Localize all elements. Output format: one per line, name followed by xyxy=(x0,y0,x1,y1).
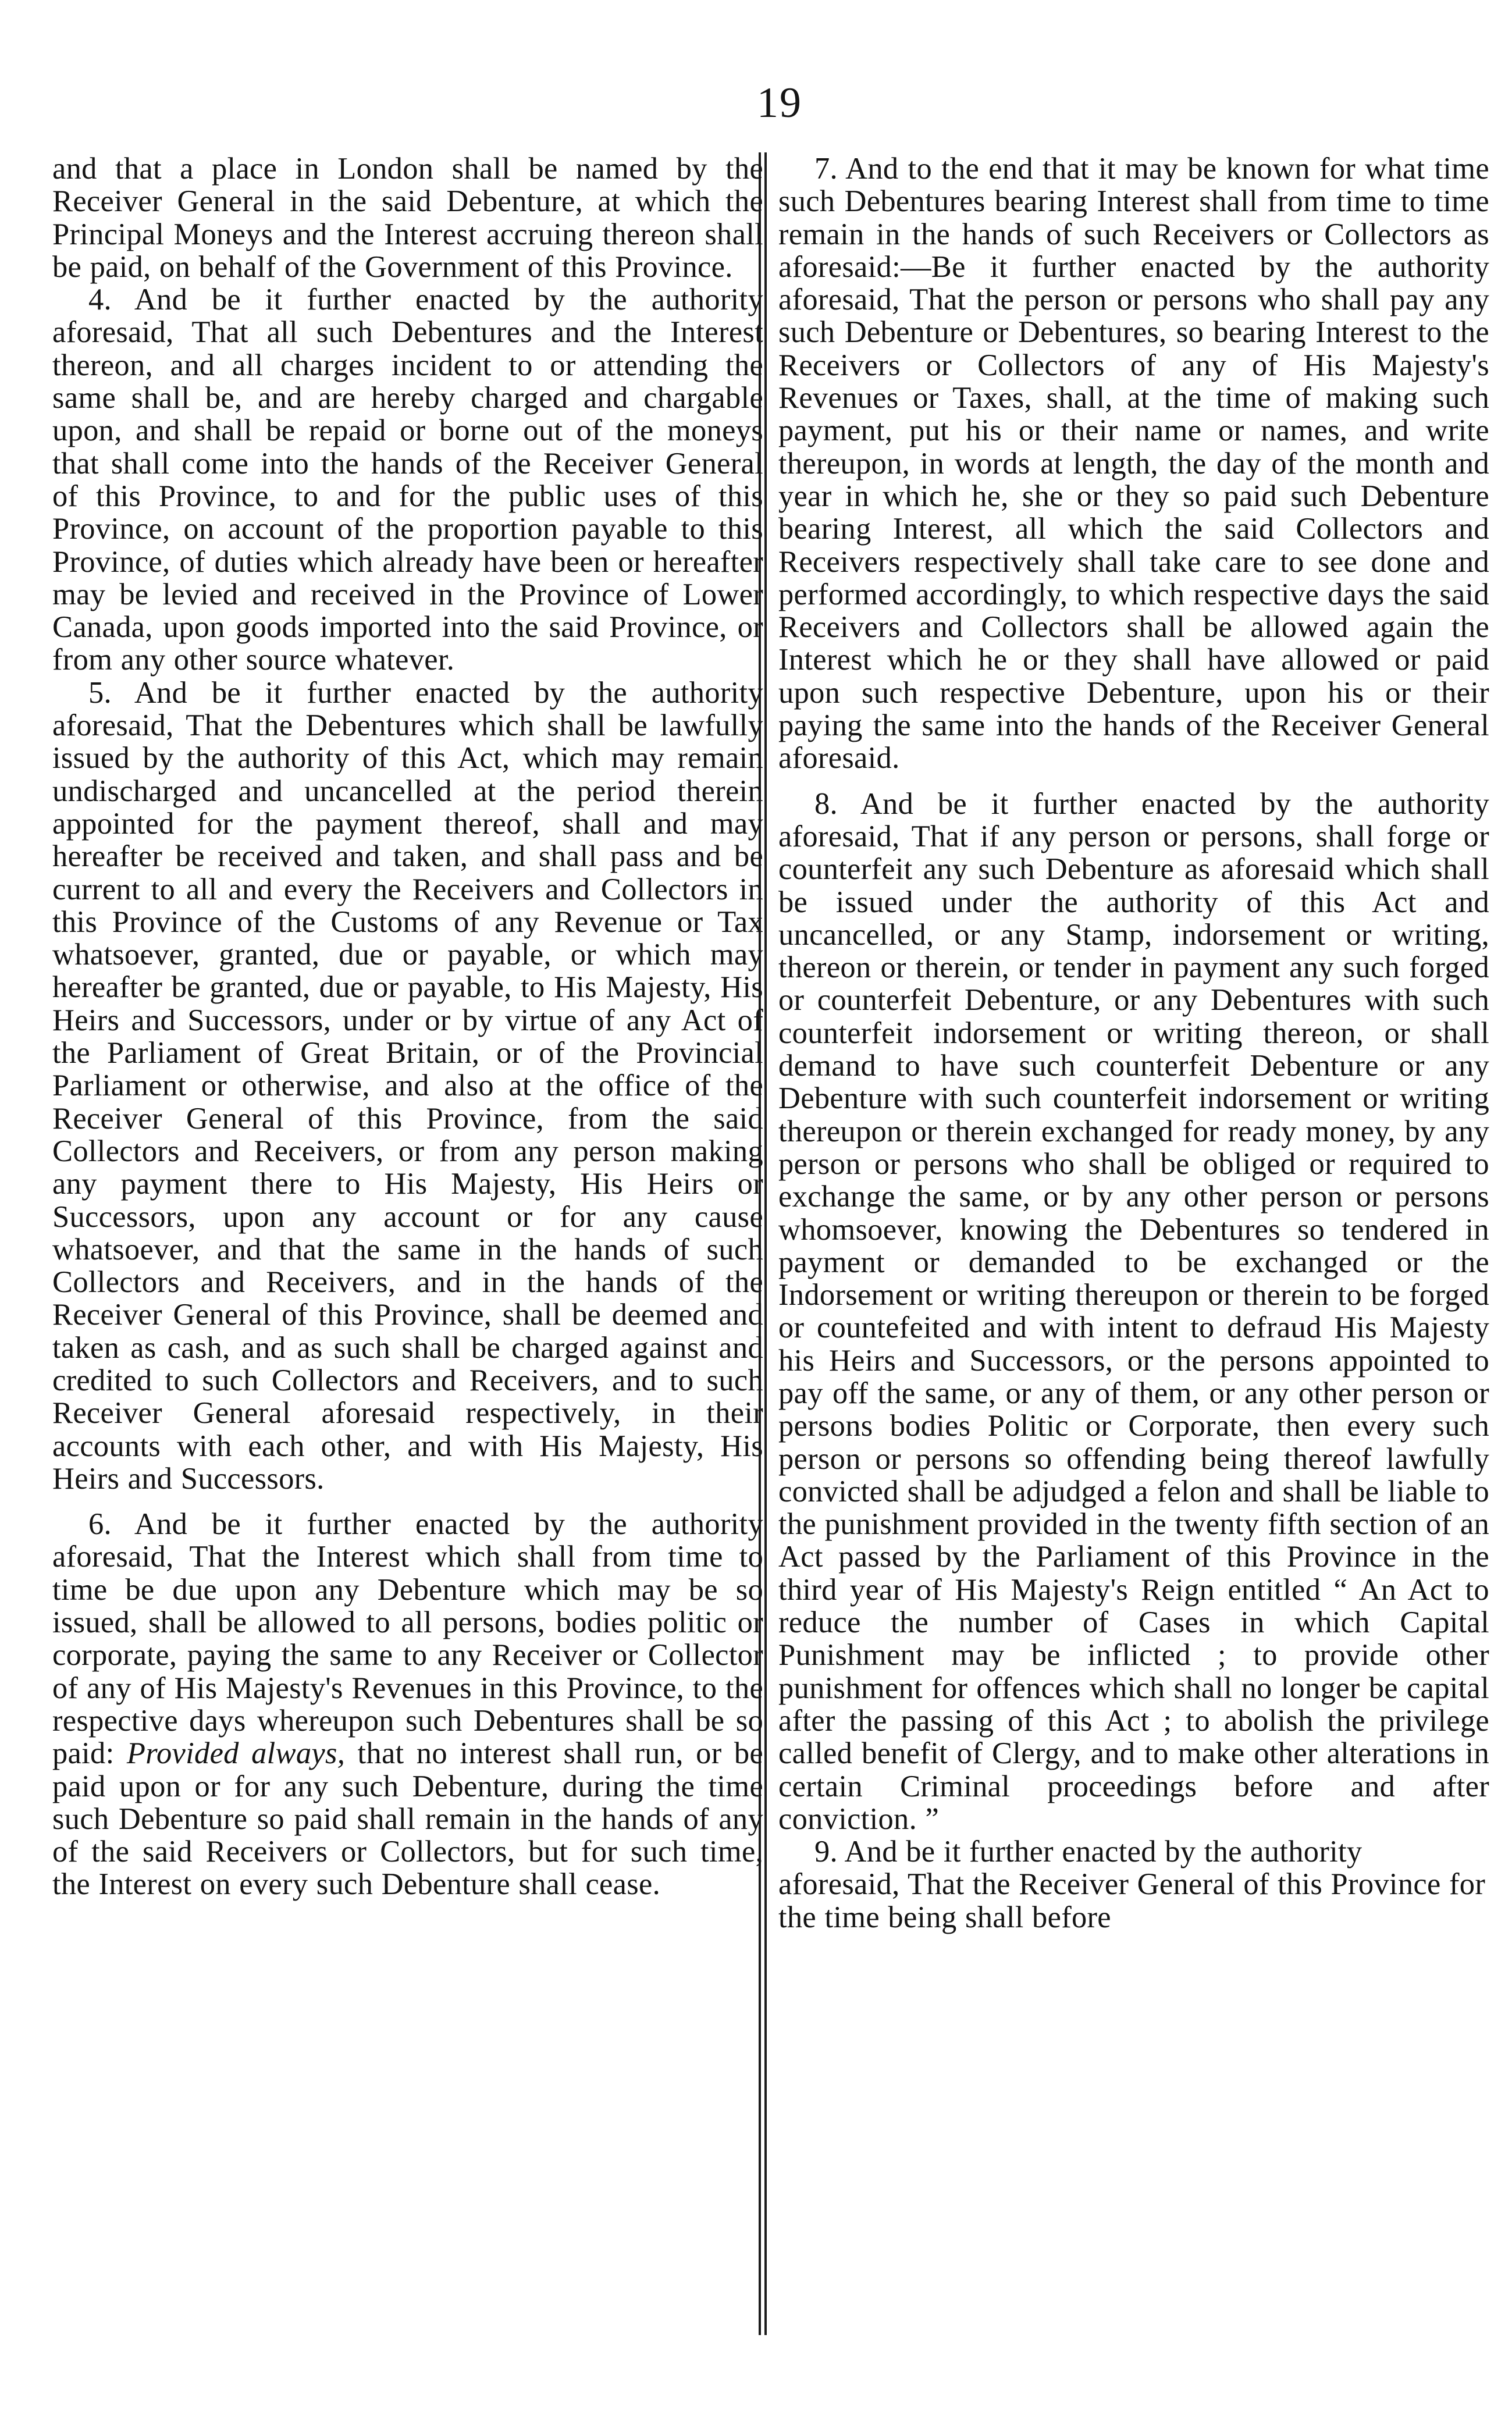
page-number: 19 xyxy=(757,79,802,127)
section-4: 4. And be it further enacted by the authority aforesaid, That all such Debentures and the Interest thereon, and all charges incident to or attending the same shall be, and are hereby charged and chargable upon, and shall be repaid or borne out of the moneys that shall come into the hands of the Receiver General of this Province, to and for the public uses of this Province, on account of the proportion payable to this Province, of duties which already have been or hereafter may be levied and received in the Province of Lower Canada, upon goods imported into the said Province, or from any other source whatever. xyxy=(52,283,763,677)
section-5: 5. And be it further enacted by the authority aforesaid, That the Debentures which shall be lawfully issued by the authority of this Act, which may remain undischarged and uncancelled at the period therein appointed for the payment thereof, shall and may hereafter be received and taken, and shall pass and be current to all and every the Receivers and Collectors in this Province of the Customs of any Revenue or Tax whatsoever, granted, due or payable, or which may hereafter be granted, due or payable, to His Majesty, His Heirs and Successors, under or by virtue of any Act of the Parliament of Great Britain, or of the Provincial Parliament or otherwise, and also at the office of the Receiver General of this Province, from the said Collectors and Receivers, or from any person making any payment there to His Majesty, His Heirs or Successors, upon any account or for any cause whatsoever, and that the same in the hands of such Collectors and Receivers, and in the hands of the Receiver General of this Province, shall be deemed and taken as cash, and as such shall be charged against and credited to such Collectors and Receivers, and to such Receiver General aforesaid respectively, in their accounts with each other, and with His Majesty, His Heirs and Successors. xyxy=(52,675,763,1496)
right-column xyxy=(778,152,1489,2363)
section-8: 8. And be it further enacted by the authority aforesaid, That if any person or persons, shall forge or counterfeit any such Debenture as aforesaid which shall be issued under the authority of this Act and uncancelled, or any Stamp, indorsement or writing, thereon or therein, or tender in payment any such forged or counterfeit Debenture, or any Debentures with such counterfeit indorsement or writing thereon, or shall demand to have such counterfeit Debenture or any Debenture with such counterfeit indorsement or writing thereupon or therein exchanged for ready money, by any person or persons who shall be obliged or required to exchange the same, or by any other person or persons whomsoever, knowing the Debentures so tendered in payment or demanded to be exchanged or the Indorsement or writing thereupon or therein to be forged or countefeited and with intent to defraud His Majesty his Heirs and Successors, or the persons appointed to pay off the same, or any of them, or any other person or persons bodies Politic or Corporate, then every such person or persons so offending being thereof lawfully convicted shall be adjudged a felon and shall be liable to the punishment provided in the twenty fifth section of an Act passed by the Parliament of this Province in the third year of His Majesty's Reign entitled “ An Act to reduce the number of Cases in which Capital Punishment may be inflicted ; to provide other punishment for offences which shall no longer be capital after the passing of this Act ; to abolish the privilege called benefit of Clergy, and to make other alterations in certain Criminal proceedings before and after conviction. ” xyxy=(778,787,1489,1836)
section-7: 7. And to the end that it may be known for what time such Debentures bearing Interest shall from time to time remain in the hands of such Receivers or Collectors as aforesaid:—Be it further enacted by the authority aforesaid, That the person or persons who shall pay any such Debenture or Debentures, so bearing Interest to the Receivers or Collectors of any of His Majesty's Revenues or Taxes, shall, at the time of making such payment, put his or their name or names, and write thereupon, in words at length, the day of the month and year in which he, she or they so paid such Debenture bearing Interest, all which the said Collectors and Receivers respectively shall take care to see done and performed accordingly, to which respective days the said Receivers and Collectors shall be allowed again the Interest which he or they shall have allowed or paid upon such respective Debenture, upon his or their paying the same into the hands of the Receiver General aforesaid. xyxy=(778,152,1489,775)
section-6 xyxy=(52,1508,763,1901)
column-rule-right xyxy=(764,152,767,2335)
section-6-text: 6. And be it further enacted by the authority aforesaid, That the Interest which shall from time to time be due upon any Debenture which may be so issued, shall be allowed to all persons, bodies politic or corporate, paying the same to any Receiver or Collector of any of His Majesty's Revenues in this Province, to the respective days whereupon such Debentures shall be so paid: xyxy=(52,1507,763,1771)
section-9: 9. And be it further enacted by the authority aforesaid, That the Receiver General of this Province for the time being shall before xyxy=(778,1835,1486,1934)
paragraph-continuation: and that a place in London shall be named by the Receiver General in the said Debenture, at which the Principal Moneys and the Interest accruing thereon shall be paid, on behalf of the Government of this Province. xyxy=(52,152,763,284)
left-column xyxy=(52,152,763,2363)
section-6-text-cont: that no interest shall run, or be paid upon or for any such Debenture, during the time such Debenture so paid shall remain in the hands of any of the said Receivers or Collectors, but for such time, the Interest on every such Debenture shall cease. xyxy=(52,1736,763,1902)
section-6-proviso: Provided always, xyxy=(126,1736,346,1771)
